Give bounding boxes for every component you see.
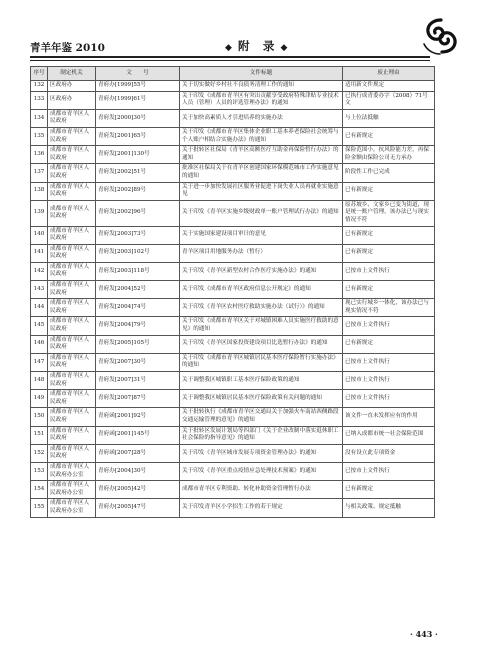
document-title: 关于调整我区城镇职工基本医疗保险政策的通知 xyxy=(180,372,343,390)
issuing-org: 成都市青羊区人民政府 xyxy=(48,182,96,200)
document-title: 关于印发《成都市青羊区关于对城镇困难人员实施医疗救助的意见》的通知 xyxy=(180,317,343,335)
issuing-org: 成都市青羊区人民政府 xyxy=(48,164,96,182)
document-title: 关于调整我区城镇居民基本医疗保险政策有关问题的通知 xyxy=(180,390,343,408)
issuing-org: 成都市青羊区人民政府 xyxy=(48,200,96,226)
issuing-org: 成都市青羊区人民政府 xyxy=(48,299,96,317)
document-number: 青府办[1999]55号 xyxy=(96,81,180,92)
section-label: 附 录 xyxy=(237,39,276,53)
document-title: 关于印发《成都市青羊区有突出贡献享受政府特殊津贴专业技术人员（管理）人员的评选管理办法》的通知 xyxy=(180,91,343,109)
issuing-org: 成都市青羊区人民政府 xyxy=(48,335,96,353)
abolish-reason: 与上位法抵触 xyxy=(343,109,435,127)
table-row xyxy=(31,91,435,109)
column-header-reason: 废止理由 xyxy=(343,67,435,81)
abolish-reason: 已纳入成都市统一社会保险范围 xyxy=(343,426,435,444)
document-title: 关于批转区社保局《青羊区高额医疗互助金再保险暂行办法》的通知 xyxy=(180,146,343,164)
issuing-org: 成都市青羊区人民政府 xyxy=(48,226,96,244)
abolish-reason: 阶段性工作已完成 xyxy=(343,164,435,182)
document-number: 青府发[2003]102号 xyxy=(96,244,180,262)
table-row xyxy=(31,262,435,280)
abolish-reason: 已按市上文件执行 xyxy=(343,262,435,280)
table-row xyxy=(31,146,435,164)
document-number: 青府函[2001]145号 xyxy=(96,426,180,444)
table-row xyxy=(31,182,435,200)
issuing-org: 区政府办 xyxy=(48,91,96,109)
table-row xyxy=(31,317,435,335)
row-number: 151 xyxy=(31,426,48,444)
table-row xyxy=(31,372,435,390)
abolish-reason: 已有新规定 xyxy=(343,182,435,200)
document-title: 关于印发《成都市青羊区集体企业职工基本养老保险社会统筹与个人账户相结合实施办法》的通知 xyxy=(180,127,343,145)
document-number: 青府发[2005]105号 xyxy=(96,335,180,353)
table-row xyxy=(31,299,435,317)
issuing-org: 成都市青羊区人民政府 xyxy=(48,262,96,280)
issuing-org: 成都市青羊区人民政府 xyxy=(48,146,96,164)
row-number: 145 xyxy=(31,317,48,335)
document-title: 批准区社保局关于在青羊区创建国家环保模范城市工作实施意见的通知 xyxy=(180,164,343,182)
document-title: 关于实施国家建设项目审计的意见 xyxy=(180,226,343,244)
abolish-reason: 已有新规定 xyxy=(343,335,435,353)
issuing-org: 成都市青羊区人民政府 xyxy=(48,353,96,371)
issuing-org: 成都市青羊区人民政府办公室 xyxy=(48,499,96,517)
row-number: 154 xyxy=(31,481,48,499)
table-row xyxy=(31,335,435,353)
table-row xyxy=(31,109,435,127)
table-row xyxy=(31,127,435,145)
abolish-reason: 该文件一直未发挥应有的作用 xyxy=(343,408,435,426)
column-header-no: 序号 xyxy=(31,67,48,81)
table-row xyxy=(31,200,435,226)
document-title: 关于印发《青羊区国家投资建设项目比选暂行办法》的通知 xyxy=(180,335,343,353)
column-header-doc-number: 文 号 xyxy=(96,67,180,81)
issuing-org: 成都市青羊区人民政府 xyxy=(48,317,96,335)
document-number: 青府函[2001]92号 xyxy=(96,408,180,426)
row-number: 137 xyxy=(31,164,48,182)
document-number: 青府发[2004]52号 xyxy=(96,281,180,299)
row-number: 146 xyxy=(31,335,48,353)
document-number: 青府发[2000]30号 xyxy=(96,109,180,127)
page-number: · 443 · xyxy=(410,629,438,639)
table-row xyxy=(31,408,435,426)
document-title: 关于印发《青羊区农村医疗救助实施办法（试行）》的通知 xyxy=(180,299,343,317)
abolish-reason: 已有新规定 xyxy=(343,281,435,299)
table-row xyxy=(31,164,435,182)
row-number: 152 xyxy=(31,444,48,462)
table-row xyxy=(31,353,435,371)
page-header xyxy=(30,14,458,64)
document-title: 关于印发青羊区小学招生工作的若干规定 xyxy=(180,499,343,517)
abolish-reason: 与相关政策、规定抵触 xyxy=(343,499,435,517)
row-number: 153 xyxy=(31,462,48,480)
document-number: 青府发[2002]89号 xyxy=(96,182,180,200)
document-number: 青府发[2007]87号 xyxy=(96,390,180,408)
issuing-org: 成都市青羊区人民政府 xyxy=(48,444,96,462)
table-row xyxy=(31,426,435,444)
abolish-reason: 已执行成青委办字（2008）71号文 xyxy=(343,91,435,109)
row-number: 138 xyxy=(31,182,48,200)
abolish-reason: 现已实行城乡一体化，该办法已与现实情况不符 xyxy=(343,299,435,317)
document-title: 关于印发《青羊区城市发展专项资金管理办法》的通知 xyxy=(180,444,343,462)
document-number: 青府发[2003]118号 xyxy=(96,262,180,280)
document-number: 青府办[2004]30号 xyxy=(96,462,180,480)
row-number: 139 xyxy=(31,200,48,226)
row-number: 132 xyxy=(31,81,48,92)
row-number: 136 xyxy=(31,146,48,164)
row-number: 155 xyxy=(31,499,48,517)
table-row xyxy=(31,244,435,262)
row-number: 134 xyxy=(31,109,48,127)
issuing-org: 成都市青羊区人民政府办公室 xyxy=(48,462,96,480)
document-number: 青府办[1999]61号 xyxy=(96,91,180,109)
document-title: 关于加快高素质人才引进培养的实施办法 xyxy=(180,109,343,127)
abolish-reason: 已按市上文件执行 xyxy=(343,390,435,408)
abolish-reason: 适用新文件规定 xyxy=(343,81,435,92)
document-number: 青府发[2004]74号 xyxy=(96,299,180,317)
row-number: 144 xyxy=(31,299,48,317)
document-number: 青府发[2001]130号 xyxy=(96,146,180,164)
header-rule-thin xyxy=(30,60,430,61)
abolish-reason: 已有新规定 xyxy=(343,226,435,244)
column-header-org: 制定机关 xyxy=(48,67,96,81)
document-title: 青羊区项目用地服务办法（暂行） xyxy=(180,244,343,262)
document-title: 关于切实做好乡村社不良债务清理工作的通知 xyxy=(180,81,343,92)
issuing-org: 成都市青羊区人民政府 xyxy=(48,281,96,299)
diamond-left-icon: ◆ xyxy=(225,43,233,53)
table-row xyxy=(31,499,435,517)
section-title xyxy=(225,38,288,54)
document-title: 成都市青羊区专利资助、转化补助资金管理暂行办法 xyxy=(180,481,343,499)
table-row xyxy=(31,81,435,92)
document-title: 关于印发《成都市青羊区政府信息公开规定》的通知 xyxy=(180,281,343,299)
issuing-org: 成都市青羊区人民政府 xyxy=(48,127,96,145)
table-row xyxy=(31,226,435,244)
row-number: 143 xyxy=(31,281,48,299)
table-row xyxy=(31,462,435,480)
issuing-org: 成都市青羊区人民政府 xyxy=(48,244,96,262)
abolish-reason: 已按市上文件执行 xyxy=(343,317,435,335)
header-rule xyxy=(30,56,430,58)
table-header-row xyxy=(31,67,435,81)
book-title: 青羊年鉴 2010 xyxy=(30,42,105,54)
abolish-reason: 已按市上文件执行 xyxy=(343,372,435,390)
abolish-reason: 没有设立此专项资金 xyxy=(343,444,435,462)
table-row xyxy=(31,444,435,462)
issuing-org: 成都市青羊区人民政府办公室 xyxy=(48,481,96,499)
diamond-right-icon: ◆ xyxy=(280,43,289,53)
issuing-org: 成都市青羊区人民政府 xyxy=(48,372,96,390)
abolish-reason: 保险范围小，抗风险能力差，再保险金额由保险公司无力承办 xyxy=(343,146,435,164)
document-title: 关于印发《青羊区新型农村合作医疗实施办法》的通知 xyxy=(180,262,343,280)
issuing-org: 区政府办 xyxy=(48,81,96,92)
document-number: 青府办[2005]42号 xyxy=(96,481,180,499)
abolish-reason: 已有新规定 xyxy=(343,127,435,145)
swirl-logo-icon xyxy=(418,14,464,58)
document-title: 关于批转执行《成都市青羊区交通局关于加强火车南站西侧路段交通运输管理的意见》的通知 xyxy=(180,408,343,426)
row-number: 141 xyxy=(31,244,48,262)
document-number: 青府发[2003]73号 xyxy=(96,226,180,244)
abolish-reason: 已有新规定 xyxy=(343,244,435,262)
table-row xyxy=(31,481,435,499)
row-number: 140 xyxy=(31,226,48,244)
document-title: 关于印发《青羊区实施乡级财政单一账户管理试行办法》的通知 xyxy=(180,200,343,226)
document-title: 关于进一步加快发展社区服务业促进下岗失业人员再就业实施意见 xyxy=(180,182,343,200)
row-number: 150 xyxy=(31,408,48,426)
row-number: 142 xyxy=(31,262,48,280)
abolish-reason: 原苏坡乡、文家乡已变为街道，现是统一账户管理，该办法已与现实情况不符 xyxy=(343,200,435,226)
issuing-org: 成都市青羊区人民政府 xyxy=(48,426,96,444)
table-row xyxy=(31,281,435,299)
issuing-org: 成都市青羊区人民政府 xyxy=(48,109,96,127)
abolish-reason: 已有新规定 xyxy=(343,481,435,499)
column-header-title: 文件标题 xyxy=(180,67,343,81)
document-number: 青府办[2005]47号 xyxy=(96,499,180,517)
row-number: 147 xyxy=(31,353,48,371)
document-title: 关于批转区发展计划局等四部门《关于企业改制中落实退休职工社会保险的指导意见》的通知 xyxy=(180,426,343,444)
document-number: 青府发[2007]31号 xyxy=(96,372,180,390)
row-number: 135 xyxy=(31,127,48,145)
abolish-reason: 已按市上文件执行 xyxy=(343,353,435,371)
row-number: 133 xyxy=(31,91,48,109)
document-number: 青府发[2002]96号 xyxy=(96,200,180,226)
document-title: 关于印发《青羊区重点疫情应急处理技术预案》的通知 xyxy=(180,462,343,480)
row-number: 149 xyxy=(31,390,48,408)
document-number: 青府发[2001]65号 xyxy=(96,127,180,145)
issuing-org: 成都市青羊区人民政府 xyxy=(48,390,96,408)
document-number: 青府函[2007]28号 xyxy=(96,444,180,462)
document-number: 青府发[2007]30号 xyxy=(96,353,180,371)
row-number: 148 xyxy=(31,372,48,390)
issuing-org: 成都市青羊区人民政府 xyxy=(48,408,96,426)
document-title: 关于印发《成都市青羊区城镇居民基本医疗保险暂行实施办法》的通知 xyxy=(180,353,343,371)
abolish-reason: 已按市上文件执行 xyxy=(343,462,435,480)
document-number: 青府发[2004]79号 xyxy=(96,317,180,335)
abolished-documents-table xyxy=(30,66,435,518)
document-number: 青府发[2002]51号 xyxy=(96,164,180,182)
table-row xyxy=(31,390,435,408)
